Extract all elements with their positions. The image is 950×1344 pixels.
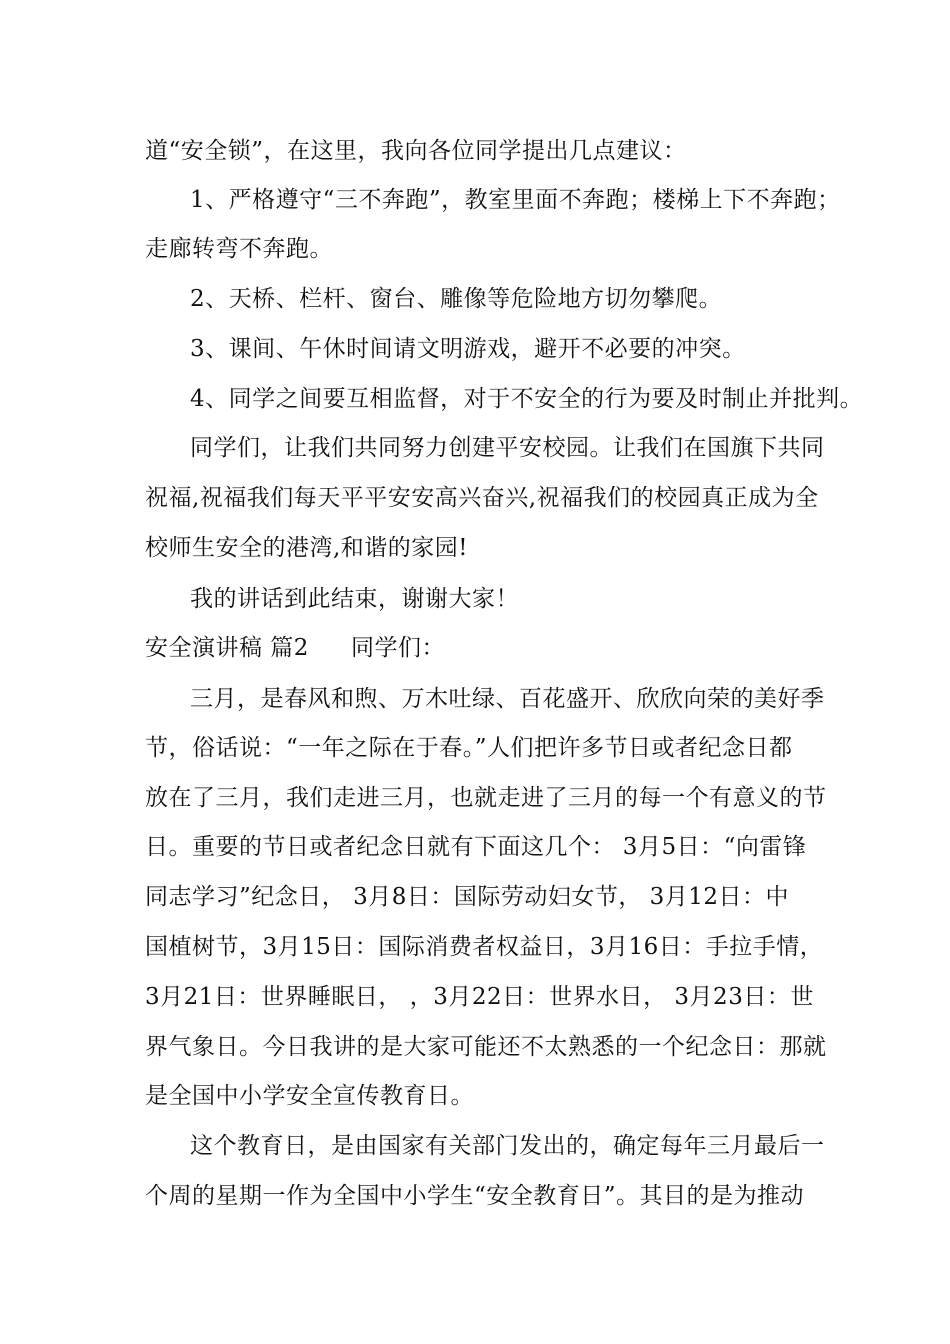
suggestion-item-2: 2、天桥、栏杆、窗台、雕像等危险地方切勿攀爬。	[190, 286, 723, 312]
paragraph-line: 节，俗话说：“一年之际在于春。”人们把许多节日或者纪念日都	[145, 735, 793, 761]
paragraph-line: 三月，是春风和煦、万木吐绿、百花盛开、欣欣向荣的美好季	[190, 686, 825, 712]
section-greeting: 同学们：	[350, 635, 445, 661]
paragraph-line: 校师生安全的港湾,和谐的家园!	[145, 535, 469, 561]
paragraph-line: 同学们，让我们共同努力创建平安校园。让我们在国旗下共同	[190, 435, 825, 461]
suggestion-item-3: 3、课间、午休时间请文明游戏，避开不必要的冲突。	[190, 336, 746, 362]
paragraph-line: 放在了三月，我们走进三月，也就走进了三月的每一个有意义的节	[145, 785, 827, 811]
suggestion-item-1: 1、严格遵守“三不奔跑”，教室里面不奔跑；楼梯上下不奔跑；	[190, 187, 841, 213]
paragraph-line: 祝福,祝福我们每天平平安安高兴奋兴,祝福我们的校园真正成为全	[145, 485, 819, 511]
paragraph-line: 界气象日。今日我讲的是大家可能还不太熟悉的一个纪念日：那就	[145, 1034, 827, 1060]
paragraph-line: 同志学习”纪念日， 3月8日：国际劳动妇女节， 3月12日：中	[145, 884, 790, 910]
paragraph-line: 3月21日：世界睡眠日， ，3月22日：世界水日， 3月23日：世	[145, 984, 814, 1010]
paragraph-line: 是全国中小学安全宣传教育日。	[145, 1083, 474, 1109]
closing-line: 我的讲话到此结束，谢谢大家！	[190, 586, 519, 612]
paragraph-line: 这个教育日，是由国家有关部门发出的，确定每年三月最后一	[190, 1133, 825, 1159]
section-title: 安全演讲稿 篇2	[145, 635, 309, 661]
paragraph-line: 日。重要的节日或者纪念日就有下面这几个： 3月5日：“向雷锋	[145, 834, 807, 860]
paragraph-line: 走廊转弯不奔跑。	[145, 236, 333, 262]
suggestion-item-4: 4、同学之间要互相监督，对于不安全的行为要及时制止并批判。	[190, 386, 864, 412]
paragraph-line: 国植树节，3月15日：国际消费者权益日，3月16日：手拉手情，	[145, 934, 824, 960]
paragraph-line: 个周的星期一作为全国中小学生“安全教育日”。其目的是为推动	[145, 1183, 805, 1209]
section-heading	[145, 633, 445, 663]
paragraph-line: 道“安全锁”，在这里，我向各位同学提出几点建议：	[145, 138, 687, 164]
